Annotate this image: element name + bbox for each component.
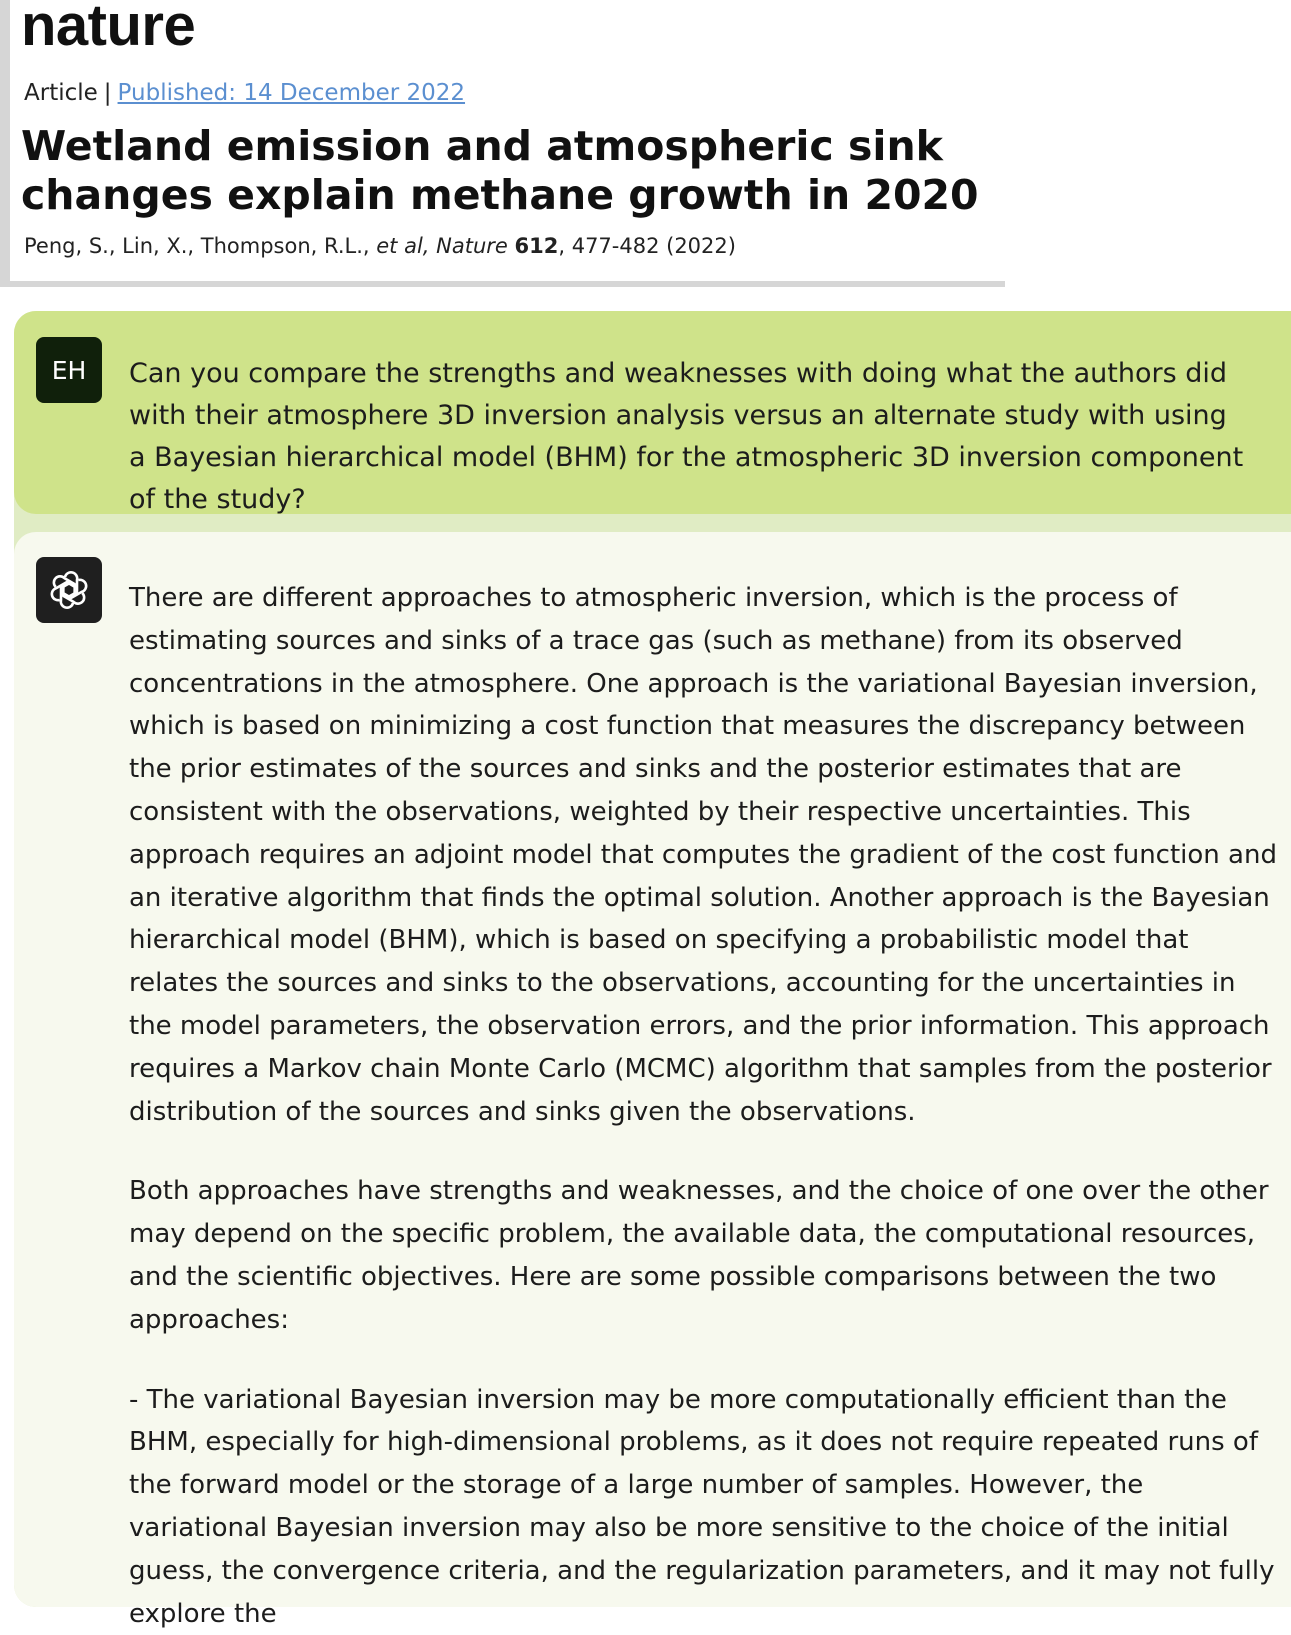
user-avatar: EH: [36, 337, 102, 403]
user-message-text: Can you compare the strengths and weaknesses with doing what the authors did with their atmosphere 3D inversion analysis versus an alternate study with using a Bayesian hierarchical model (BHM) for the atmospheric 3D inversion component of the study?: [129, 358, 1244, 515]
article-header: [0, 0, 1005, 287]
citation-journal: et al, Nature: [376, 234, 508, 258]
assistant-paragraph: There are different approaches to atmospheric inversion, which is the process of estimating sources and sinks of a trace gas (such as methane) from its observed concentrations in the atmosphere. One approach is the variational Bayesian inversion, which is based on minimizing a cost function that measures the discrepancy between the prior estimates of the sources and sinks and the posterior estimates that are consistent with the observations, weighted by their respective uncertainties. This approach requires an adjoint model that computes the gradient of the cost function and an iterative algorithm that finds the optimal solution. Another approach is the Bayesian hierarchical model (BHM), which is based on specifying a probabilistic model that relates the sources and sinks to the observations, accounting for the uncertainties in the model parameters, the observation errors, and the prior information. This approach requires a Markov chain Monte Carlo (MCMC) algorithm that samples from the posterior distribution of the sources and sinks given the observations.: [129, 583, 1277, 1127]
assistant-avatar: [36, 557, 102, 623]
assistant-message: [14, 532, 1291, 1629]
journal-name: nature: [21, 0, 196, 58]
user-message: [14, 311, 1291, 514]
assistant-paragraph: - The variational Bayesian inversion may be more computationally efficient than the BHM, especially for high-dimensional problems, as it does not require repeated runs of the forward model or the storage of a large number of samples. However, the variational Bayesian inversion may also be more sensitive to the choice of the initial guess, the convergence criteria, and the regularization parameters, and it may not fully explore the: [129, 1384, 1275, 1629]
meta-separator: |: [103, 80, 112, 106]
article-title: Wetland emission and atmospheric sink changes explain methane growth in 2020: [21, 122, 979, 219]
citation-authors: Peng, S., Lin, X., Thompson, R.L.,: [24, 234, 377, 258]
openai-logo-icon: [49, 570, 89, 610]
assistant-message-text: [129, 577, 1279, 1635]
article-type: Article: [24, 80, 98, 106]
article-citation: [24, 234, 736, 258]
published-date-link[interactable]: Published: 14 December 2022: [117, 80, 466, 106]
chat-thread: [14, 311, 1291, 1629]
citation-volume: 612: [514, 234, 559, 258]
article-meta: [24, 80, 465, 106]
assistant-paragraph: Both approaches have strengths and weaknesses, and the choice of one over the other may depend on the specific problem, the available data, the computational resources, and the scientific objectives. Here are some possible comparisons between the two approaches:: [129, 1176, 1269, 1335]
citation-pages: , 477-482 (2022): [558, 234, 736, 258]
